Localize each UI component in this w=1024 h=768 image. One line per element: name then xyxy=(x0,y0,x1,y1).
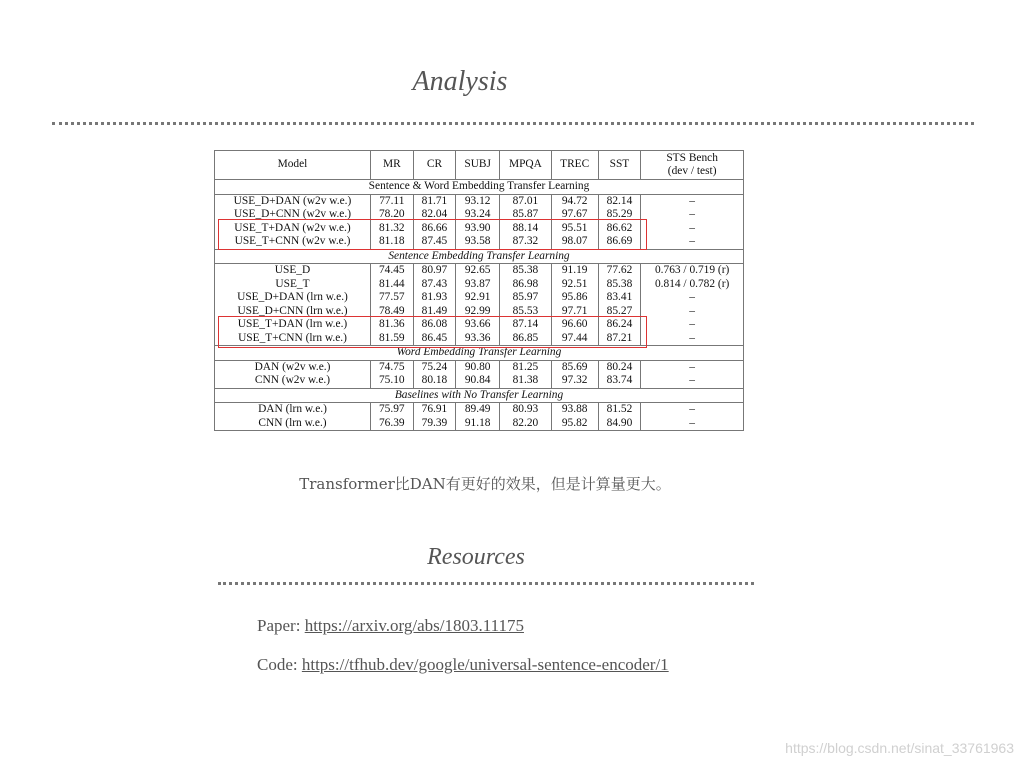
value-cell: 81.59 xyxy=(370,332,413,346)
resources-heading: Resources xyxy=(427,544,525,570)
value-cell: 79.39 xyxy=(413,417,456,431)
table-row xyxy=(215,417,744,431)
value-cell: 84.90 xyxy=(598,417,641,431)
value-cell: 86.24 xyxy=(598,318,641,332)
value-cell: 81.36 xyxy=(370,318,413,332)
value-cell: 86.98 xyxy=(500,278,552,292)
value-cell: 95.82 xyxy=(551,417,598,431)
value-cell: 85.69 xyxy=(551,360,598,374)
value-cell: 83.74 xyxy=(598,374,641,388)
value-cell: 87.43 xyxy=(413,278,456,292)
table-row xyxy=(215,264,744,278)
value-cell: 76.39 xyxy=(370,417,413,431)
value-cell: 81.32 xyxy=(370,222,413,236)
value-cell: 76.91 xyxy=(413,403,456,417)
value-cell: 95.86 xyxy=(551,291,598,305)
results-table xyxy=(214,150,744,431)
value-cell: – xyxy=(641,332,744,346)
value-cell: 95.51 xyxy=(551,222,598,236)
value-cell: 97.44 xyxy=(551,332,598,346)
value-cell: 81.44 xyxy=(370,278,413,292)
header-subj: SUBJ xyxy=(456,151,500,180)
value-cell: 81.18 xyxy=(370,235,413,249)
paper-label: Paper: xyxy=(257,616,305,635)
model-cell: USE_D+CNN (w2v w.e.) xyxy=(215,208,371,222)
value-cell: 82.20 xyxy=(500,417,552,431)
value-cell: 83.41 xyxy=(598,291,641,305)
value-cell: 87.45 xyxy=(413,235,456,249)
value-cell: 98.07 xyxy=(551,235,598,249)
model-cell: USE_D xyxy=(215,264,371,278)
value-cell: 86.62 xyxy=(598,222,641,236)
value-cell: – xyxy=(641,208,744,222)
value-cell: 85.53 xyxy=(500,305,552,319)
value-cell: 80.93 xyxy=(500,403,552,417)
header-trec: TREC xyxy=(551,151,598,180)
model-cell: USE_D+DAN (w2v w.e.) xyxy=(215,194,371,208)
section-title: Sentence & Word Embedding Transfer Learning xyxy=(215,180,744,195)
code-line xyxy=(257,655,669,675)
value-cell: 78.49 xyxy=(370,305,413,319)
value-cell: 77.62 xyxy=(598,264,641,278)
model-cell: USE_T+CNN (w2v w.e.) xyxy=(215,235,371,249)
value-cell: 0.814 / 0.782 (r) xyxy=(641,278,744,292)
value-cell: 85.29 xyxy=(598,208,641,222)
value-cell: 91.19 xyxy=(551,264,598,278)
value-cell: 80.18 xyxy=(413,374,456,388)
value-cell: 87.01 xyxy=(500,194,552,208)
value-cell: – xyxy=(641,374,744,388)
section-row xyxy=(215,249,744,264)
value-cell: 94.72 xyxy=(551,194,598,208)
model-cell: USE_T+DAN (w2v w.e.) xyxy=(215,222,371,236)
value-cell: 93.66 xyxy=(456,318,500,332)
value-cell: 96.60 xyxy=(551,318,598,332)
header-cr: CR xyxy=(413,151,456,180)
value-cell: – xyxy=(641,194,744,208)
value-cell: 86.45 xyxy=(413,332,456,346)
section-row xyxy=(215,388,744,403)
value-cell: 74.75 xyxy=(370,360,413,374)
value-cell: 80.97 xyxy=(413,264,456,278)
sts-header-line1: STS Bench xyxy=(666,151,718,164)
header-model: Model xyxy=(215,151,371,180)
value-cell: – xyxy=(641,417,744,431)
value-cell: 93.88 xyxy=(551,403,598,417)
value-cell: 97.67 xyxy=(551,208,598,222)
value-cell: 85.97 xyxy=(500,291,552,305)
header-sst: SST xyxy=(598,151,641,180)
watermark: https://blog.csdn.net/sinat_33761963 xyxy=(785,740,1014,756)
value-cell: 90.84 xyxy=(456,374,500,388)
section-title: Word Embedding Transfer Learning xyxy=(215,346,744,361)
value-cell: 78.20 xyxy=(370,208,413,222)
value-cell: 81.49 xyxy=(413,305,456,319)
header-mpqa: MPQA xyxy=(500,151,552,180)
note-text: Transformer比DAN有更好的效果，但是计算量更大。 xyxy=(299,475,671,493)
value-cell: 93.12 xyxy=(456,194,500,208)
value-cell: 77.57 xyxy=(370,291,413,305)
value-cell: 80.24 xyxy=(598,360,641,374)
value-cell: 75.24 xyxy=(413,360,456,374)
dotted-divider xyxy=(52,122,974,125)
paper-link[interactable]: https://arxiv.org/abs/1803.11175 xyxy=(304,616,524,635)
table-row xyxy=(215,360,744,374)
value-cell: 87.14 xyxy=(500,318,552,332)
value-cell: 88.14 xyxy=(500,222,552,236)
model-cell: DAN (w2v w.e.) xyxy=(215,360,371,374)
section-title: Baselines with No Transfer Learning xyxy=(215,388,744,403)
value-cell: 82.04 xyxy=(413,208,456,222)
value-cell: 97.71 xyxy=(551,305,598,319)
value-cell: 87.32 xyxy=(500,235,552,249)
value-cell: 75.97 xyxy=(370,403,413,417)
table-header-row xyxy=(215,151,744,180)
header-mr: MR xyxy=(370,151,413,180)
value-cell: – xyxy=(641,403,744,417)
value-cell: 85.27 xyxy=(598,305,641,319)
value-cell: – xyxy=(641,318,744,332)
dotted-divider xyxy=(218,582,754,585)
value-cell: 86.66 xyxy=(413,222,456,236)
value-cell: 82.14 xyxy=(598,194,641,208)
code-link[interactable]: https://tfhub.dev/google/universal-sentence-encoder/1 xyxy=(301,655,669,674)
code-label: Code: xyxy=(257,655,302,674)
highlight-box-use-t-w2v xyxy=(218,219,647,250)
table-row xyxy=(215,278,744,292)
value-cell: 92.91 xyxy=(456,291,500,305)
table-row xyxy=(215,194,744,208)
value-cell: 85.38 xyxy=(500,264,552,278)
section-row xyxy=(215,180,744,195)
value-cell: 93.90 xyxy=(456,222,500,236)
highlight-box-use-t-lrn xyxy=(218,316,647,348)
value-cell: 77.11 xyxy=(370,194,413,208)
value-cell: 92.65 xyxy=(456,264,500,278)
value-cell: 87.21 xyxy=(598,332,641,346)
value-cell: 81.71 xyxy=(413,194,456,208)
value-cell: 85.87 xyxy=(500,208,552,222)
model-cell: DAN (lrn w.e.) xyxy=(215,403,371,417)
value-cell: – xyxy=(641,235,744,249)
model-cell: USE_D+DAN (lrn w.e.) xyxy=(215,291,371,305)
value-cell: 81.38 xyxy=(500,374,552,388)
value-cell: 85.38 xyxy=(598,278,641,292)
value-cell: – xyxy=(641,291,744,305)
value-cell: 0.763 / 0.719 (r) xyxy=(641,264,744,278)
section-title: Sentence Embedding Transfer Learning xyxy=(215,249,744,264)
value-cell: 93.36 xyxy=(456,332,500,346)
model-cell: USE_T+DAN (lrn w.e.) xyxy=(215,318,371,332)
model-cell: CNN (lrn w.e.) xyxy=(215,417,371,431)
value-cell: 74.45 xyxy=(370,264,413,278)
value-cell: – xyxy=(641,222,744,236)
model-cell: USE_T xyxy=(215,278,371,292)
table-row xyxy=(215,403,744,417)
value-cell: 86.69 xyxy=(598,235,641,249)
value-cell: 90.80 xyxy=(456,360,500,374)
paper-line xyxy=(257,616,524,636)
model-cell: CNN (w2v w.e.) xyxy=(215,374,371,388)
table-row xyxy=(215,291,744,305)
value-cell: – xyxy=(641,360,744,374)
value-cell: 81.52 xyxy=(598,403,641,417)
sts-header-line2: (dev / test) xyxy=(667,165,717,177)
value-cell: 89.49 xyxy=(456,403,500,417)
value-cell: 91.18 xyxy=(456,417,500,431)
value-cell: 86.85 xyxy=(500,332,552,346)
value-cell: 92.51 xyxy=(551,278,598,292)
value-cell: 86.08 xyxy=(413,318,456,332)
value-cell: 93.87 xyxy=(456,278,500,292)
value-cell: 93.24 xyxy=(456,208,500,222)
header-sts xyxy=(641,151,744,180)
model-cell: USE_T+CNN (lrn w.e.) xyxy=(215,332,371,346)
value-cell: – xyxy=(641,305,744,319)
value-cell: 75.10 xyxy=(370,374,413,388)
table-row xyxy=(215,374,744,388)
value-cell: 92.99 xyxy=(456,305,500,319)
value-cell: 97.32 xyxy=(551,374,598,388)
analysis-heading: Analysis xyxy=(412,66,508,97)
value-cell: 81.93 xyxy=(413,291,456,305)
value-cell: 93.58 xyxy=(456,235,500,249)
value-cell: 81.25 xyxy=(500,360,552,374)
model-cell: USE_D+CNN (lrn w.e.) xyxy=(215,305,371,319)
